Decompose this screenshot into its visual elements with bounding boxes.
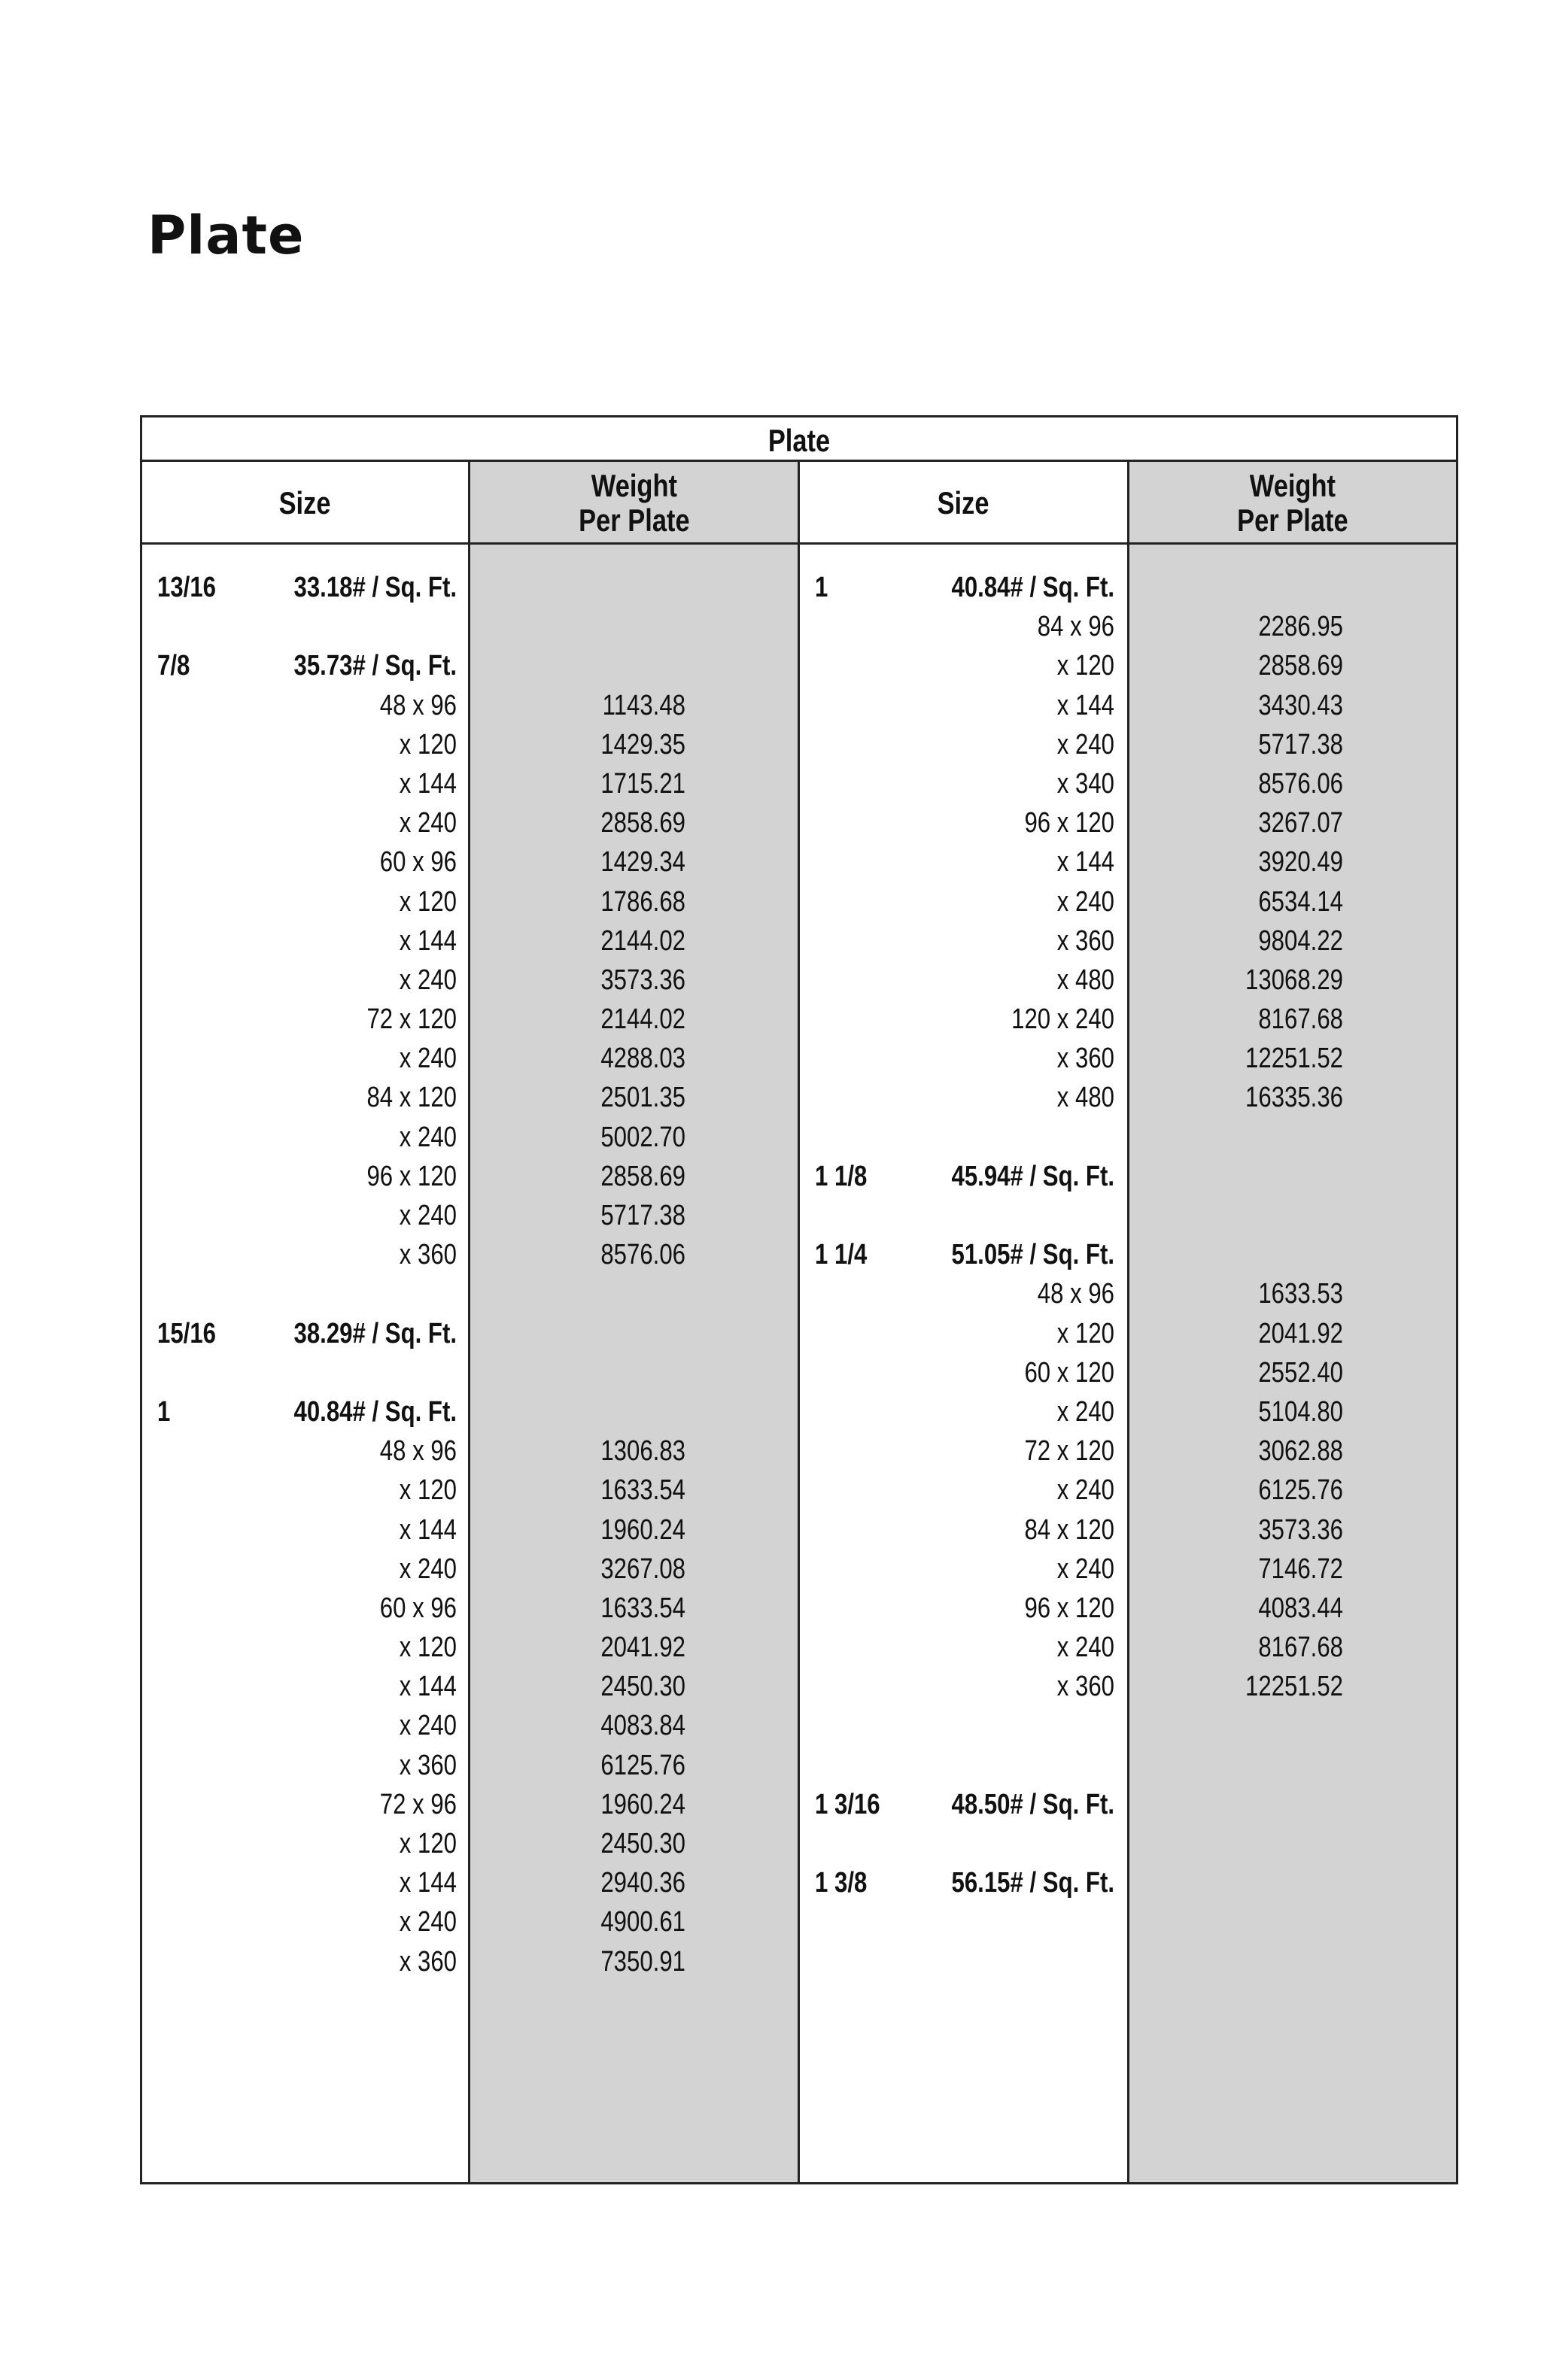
unit-weight-cell: 35.73# / Sq. Ft. <box>293 650 457 682</box>
size-cell: 60 x 120 <box>1024 1356 1114 1389</box>
size-cell: x 240 <box>399 1710 457 1742</box>
weight-cell: 1429.35 <box>600 728 685 760</box>
size-cell: x 480 <box>1056 1082 1114 1114</box>
size-cell: x 144 <box>1056 689 1114 721</box>
table-row <box>800 1078 1483 1117</box>
table-row <box>142 1000 825 1039</box>
table-row <box>800 1353 1483 1392</box>
size-cell: x 240 <box>399 1553 457 1585</box>
thickness-cell: 1 3/8 <box>815 1867 868 1899</box>
weight-cell: 5717.38 <box>1258 728 1343 760</box>
size-cell: 96 x 120 <box>1024 807 1114 839</box>
thickness-cell: 1 1/4 <box>815 1239 868 1271</box>
table-row <box>142 803 825 842</box>
size-cell: x 144 <box>399 924 457 957</box>
size-cell: x 240 <box>1056 1553 1114 1585</box>
weight-cell: 2552.40 <box>1258 1356 1343 1389</box>
table-row <box>800 1118 1483 1157</box>
table-row <box>800 1392 1483 1431</box>
table-row <box>800 921 1483 961</box>
table-row <box>142 1628 825 1667</box>
size-cell: 48 x 96 <box>379 1435 457 1468</box>
table-row <box>142 1902 825 1941</box>
table-row <box>142 1746 825 1785</box>
weight-cell: 8576.06 <box>1258 767 1343 800</box>
unit-weight-cell: 38.29# / Sq. Ft. <box>293 1317 457 1349</box>
table-row <box>142 1353 825 1392</box>
table-row <box>142 1431 825 1471</box>
table-row <box>800 1431 1483 1471</box>
header-divider <box>142 542 1456 545</box>
size-cell: x 120 <box>399 885 457 918</box>
weight-cell: 1786.68 <box>600 885 685 918</box>
table-row <box>800 1628 1483 1667</box>
weight-cell: 4083.84 <box>600 1710 685 1742</box>
weight-cell: 3267.07 <box>1258 807 1343 839</box>
table-row <box>142 1392 825 1431</box>
size-cell: x 144 <box>1056 846 1114 879</box>
size-cell: x 240 <box>399 1200 457 1231</box>
size-cell: x 144 <box>399 1867 457 1899</box>
weight-cell: 1960.24 <box>600 1788 685 1820</box>
weight-cell: 2450.30 <box>600 1828 685 1859</box>
weight-cell: 5002.70 <box>600 1121 685 1153</box>
table-row <box>800 1196 1483 1235</box>
thickness-cell: 1 <box>815 572 828 603</box>
weight-cell: 6125.76 <box>1258 1474 1343 1507</box>
size-header-right: Size <box>938 485 989 521</box>
unit-weight-cell: 51.05# / Sq. Ft. <box>951 1239 1114 1271</box>
table-row <box>800 882 1483 921</box>
table-row <box>800 1314 1483 1353</box>
table-row <box>142 725 825 764</box>
table-title: Plate <box>767 423 831 458</box>
size-cell: 72 x 120 <box>366 1003 457 1036</box>
table-row <box>142 686 825 725</box>
table-row <box>800 646 1483 685</box>
weight-cell: 1960.24 <box>600 1513 685 1546</box>
plate-weight-table <box>140 415 1458 2184</box>
weight-cell: 2144.02 <box>600 924 685 957</box>
size-cell: 60 x 96 <box>379 846 457 879</box>
weight-cell: 5104.80 <box>1258 1395 1343 1428</box>
size-cell: x 360 <box>399 1945 457 1978</box>
table-row <box>800 1235 1483 1274</box>
weight-cell: 16335.36 <box>1245 1082 1343 1114</box>
table-row <box>800 1000 1483 1039</box>
table-row <box>142 1824 825 1863</box>
table-row <box>142 1078 825 1117</box>
thickness-cell: 15/16 <box>157 1317 216 1349</box>
thickness-cell: 7/8 <box>157 650 190 682</box>
size-cell: x 120 <box>399 1474 457 1507</box>
table-row <box>142 607 825 646</box>
table-row <box>142 1235 825 1274</box>
weight-cell: 6125.76 <box>600 1749 685 1781</box>
table-row <box>800 961 1483 1000</box>
size-cell: 72 x 120 <box>1024 1435 1114 1468</box>
table-row <box>142 1510 825 1550</box>
size-cell: x 120 <box>1056 1317 1114 1349</box>
table-row <box>142 1942 825 1981</box>
size-cell: 48 x 96 <box>1037 1278 1114 1310</box>
weight-cell: 2940.36 <box>600 1867 685 1899</box>
size-cell: x 120 <box>399 728 457 760</box>
size-cell: x 120 <box>399 1632 457 1664</box>
size-cell: x 240 <box>399 1043 457 1075</box>
size-cell: 72 x 96 <box>379 1788 457 1820</box>
size-cell: 84 x 120 <box>366 1082 457 1114</box>
weight-cell: 4083.44 <box>1258 1592 1343 1624</box>
weight-cell: 2041.92 <box>600 1632 685 1664</box>
thickness-cell: 1 1/8 <box>815 1160 868 1192</box>
size-cell: 120 x 240 <box>1011 1003 1114 1036</box>
weight-cell: 1633.54 <box>600 1592 685 1624</box>
table-row <box>142 1667 825 1706</box>
size-cell: x 240 <box>1056 1632 1114 1664</box>
table-row <box>142 568 825 607</box>
size-cell: x 360 <box>399 1239 457 1271</box>
size-cell: x 360 <box>1056 924 1114 957</box>
weight-cell: 3573.36 <box>1258 1513 1343 1546</box>
unit-weight-cell: 48.50# / Sq. Ft. <box>951 1788 1114 1820</box>
size-cell: x 240 <box>1056 1474 1114 1507</box>
unit-weight-cell: 45.94# / Sq. Ft. <box>951 1160 1114 1192</box>
table-row <box>142 1039 825 1078</box>
size-cell: x 240 <box>399 964 457 996</box>
table-row <box>800 1706 1483 1745</box>
table-row <box>142 1706 825 1745</box>
table-row <box>142 764 825 803</box>
size-cell: x 144 <box>399 767 457 800</box>
unit-weight-cell: 40.84# / Sq. Ft. <box>951 572 1114 603</box>
size-cell: x 360 <box>399 1749 457 1781</box>
size-cell: x 144 <box>399 1671 457 1703</box>
weight-cell: 3267.08 <box>600 1553 685 1585</box>
table-row <box>142 882 825 921</box>
weight-cell: 2858.69 <box>600 1160 685 1192</box>
size-cell: x 120 <box>399 1828 457 1859</box>
weight-header-left: Weight Per Plate <box>578 468 690 538</box>
unit-weight-cell: 40.84# / Sq. Ft. <box>293 1395 457 1428</box>
weight-header-right: Weight Per Plate <box>1237 468 1348 538</box>
table-row <box>800 1824 1483 1863</box>
weight-cell: 2286.95 <box>1258 611 1343 643</box>
weight-cell: 8167.68 <box>1258 1003 1343 1036</box>
page-title: Plate <box>147 205 305 266</box>
weight-cell: 12251.52 <box>1245 1671 1343 1703</box>
table-row <box>800 803 1483 842</box>
size-header-left: Size <box>279 485 331 521</box>
weight-cell: 3062.88 <box>1258 1435 1343 1468</box>
weight-cell: 3920.49 <box>1258 846 1343 879</box>
weight-cell: 8167.68 <box>1258 1632 1343 1664</box>
table-row <box>800 686 1483 725</box>
weight-cell: 2144.02 <box>600 1003 685 1036</box>
unit-weight-cell: 56.15# / Sq. Ft. <box>951 1867 1114 1899</box>
size-cell: 96 x 120 <box>366 1160 457 1192</box>
weight-cell: 1715.21 <box>600 767 685 800</box>
weight-cell: 1429.34 <box>600 846 685 879</box>
weight-cell: 4900.61 <box>600 1906 685 1938</box>
table-row <box>800 764 1483 803</box>
size-cell: x 340 <box>1056 767 1114 800</box>
weight-cell: 7146.72 <box>1258 1553 1343 1585</box>
table-row <box>800 1274 1483 1313</box>
table-row <box>800 1510 1483 1550</box>
table-row <box>800 1550 1483 1589</box>
table-row <box>800 1589 1483 1628</box>
size-cell: 60 x 96 <box>379 1592 457 1624</box>
size-cell: x 240 <box>399 1906 457 1938</box>
table-row <box>800 1863 1483 1902</box>
size-cell: x 240 <box>399 807 457 839</box>
weight-cell: 3430.43 <box>1258 689 1343 721</box>
table-row <box>142 921 825 961</box>
size-cell: x 120 <box>1056 650 1114 682</box>
table-row <box>142 1118 825 1157</box>
table-row <box>800 1471 1483 1510</box>
table-row <box>800 842 1483 882</box>
table-row <box>800 1785 1483 1824</box>
size-cell: x 360 <box>1056 1043 1114 1075</box>
table-row <box>142 1274 825 1313</box>
size-cell: 96 x 120 <box>1024 1592 1114 1624</box>
table-row <box>142 961 825 1000</box>
size-cell: x 360 <box>1056 1671 1114 1703</box>
thickness-cell: 1 <box>157 1395 171 1428</box>
thickness-cell: 1 3/16 <box>815 1788 880 1820</box>
table-row <box>142 1785 825 1824</box>
weight-cell: 2450.30 <box>600 1671 685 1703</box>
weight-cell: 1143.48 <box>602 689 685 721</box>
size-cell: 84 x 120 <box>1024 1513 1114 1546</box>
weight-cell: 6534.14 <box>1258 885 1343 918</box>
weight-cell: 3573.36 <box>600 964 685 996</box>
table-row <box>142 1314 825 1353</box>
weight-cell: 8576.06 <box>600 1239 685 1271</box>
weight-cell: 12251.52 <box>1245 1043 1343 1075</box>
table-row <box>800 568 1483 607</box>
size-cell: x 240 <box>1056 885 1114 918</box>
table-row <box>800 1039 1483 1078</box>
weight-cell: 1306.83 <box>600 1435 685 1468</box>
table-row <box>800 607 1483 646</box>
size-cell: x 144 <box>399 1513 457 1546</box>
table-row <box>142 1863 825 1902</box>
table-row <box>800 1667 1483 1706</box>
weight-cell: 9804.22 <box>1258 924 1343 957</box>
table-row <box>142 646 825 685</box>
weight-cell: 7350.91 <box>600 1945 685 1978</box>
table-row <box>142 1550 825 1589</box>
weight-cell: 1633.53 <box>1258 1278 1343 1310</box>
thickness-cell: 13/16 <box>157 572 216 603</box>
table-row <box>800 1746 1483 1785</box>
weight-cell: 2041.92 <box>1258 1317 1343 1349</box>
table-row <box>142 842 825 882</box>
table-row <box>800 725 1483 764</box>
right-column-rows <box>800 568 1483 1902</box>
table-row <box>142 1589 825 1628</box>
size-cell: x 240 <box>1056 1395 1114 1428</box>
weight-cell: 2501.35 <box>600 1082 685 1114</box>
table-row <box>142 1196 825 1235</box>
weight-cell: 5717.38 <box>600 1200 685 1231</box>
size-cell: 84 x 96 <box>1037 611 1114 643</box>
left-column-rows <box>142 568 825 1981</box>
weight-cell: 2858.69 <box>600 807 685 839</box>
size-cell: x 240 <box>1056 728 1114 760</box>
table-row <box>142 1471 825 1510</box>
weight-cell: 2858.69 <box>1258 650 1343 682</box>
unit-weight-cell: 33.18# / Sq. Ft. <box>293 572 457 603</box>
weight-cell: 1633.54 <box>600 1474 685 1507</box>
size-cell: x 480 <box>1056 964 1114 996</box>
table-row <box>800 1157 1483 1196</box>
size-cell: x 240 <box>399 1121 457 1153</box>
weight-cell: 4288.03 <box>600 1043 685 1075</box>
weight-cell: 13068.29 <box>1245 964 1343 996</box>
size-cell: 48 x 96 <box>379 689 457 721</box>
table-row <box>142 1157 825 1196</box>
